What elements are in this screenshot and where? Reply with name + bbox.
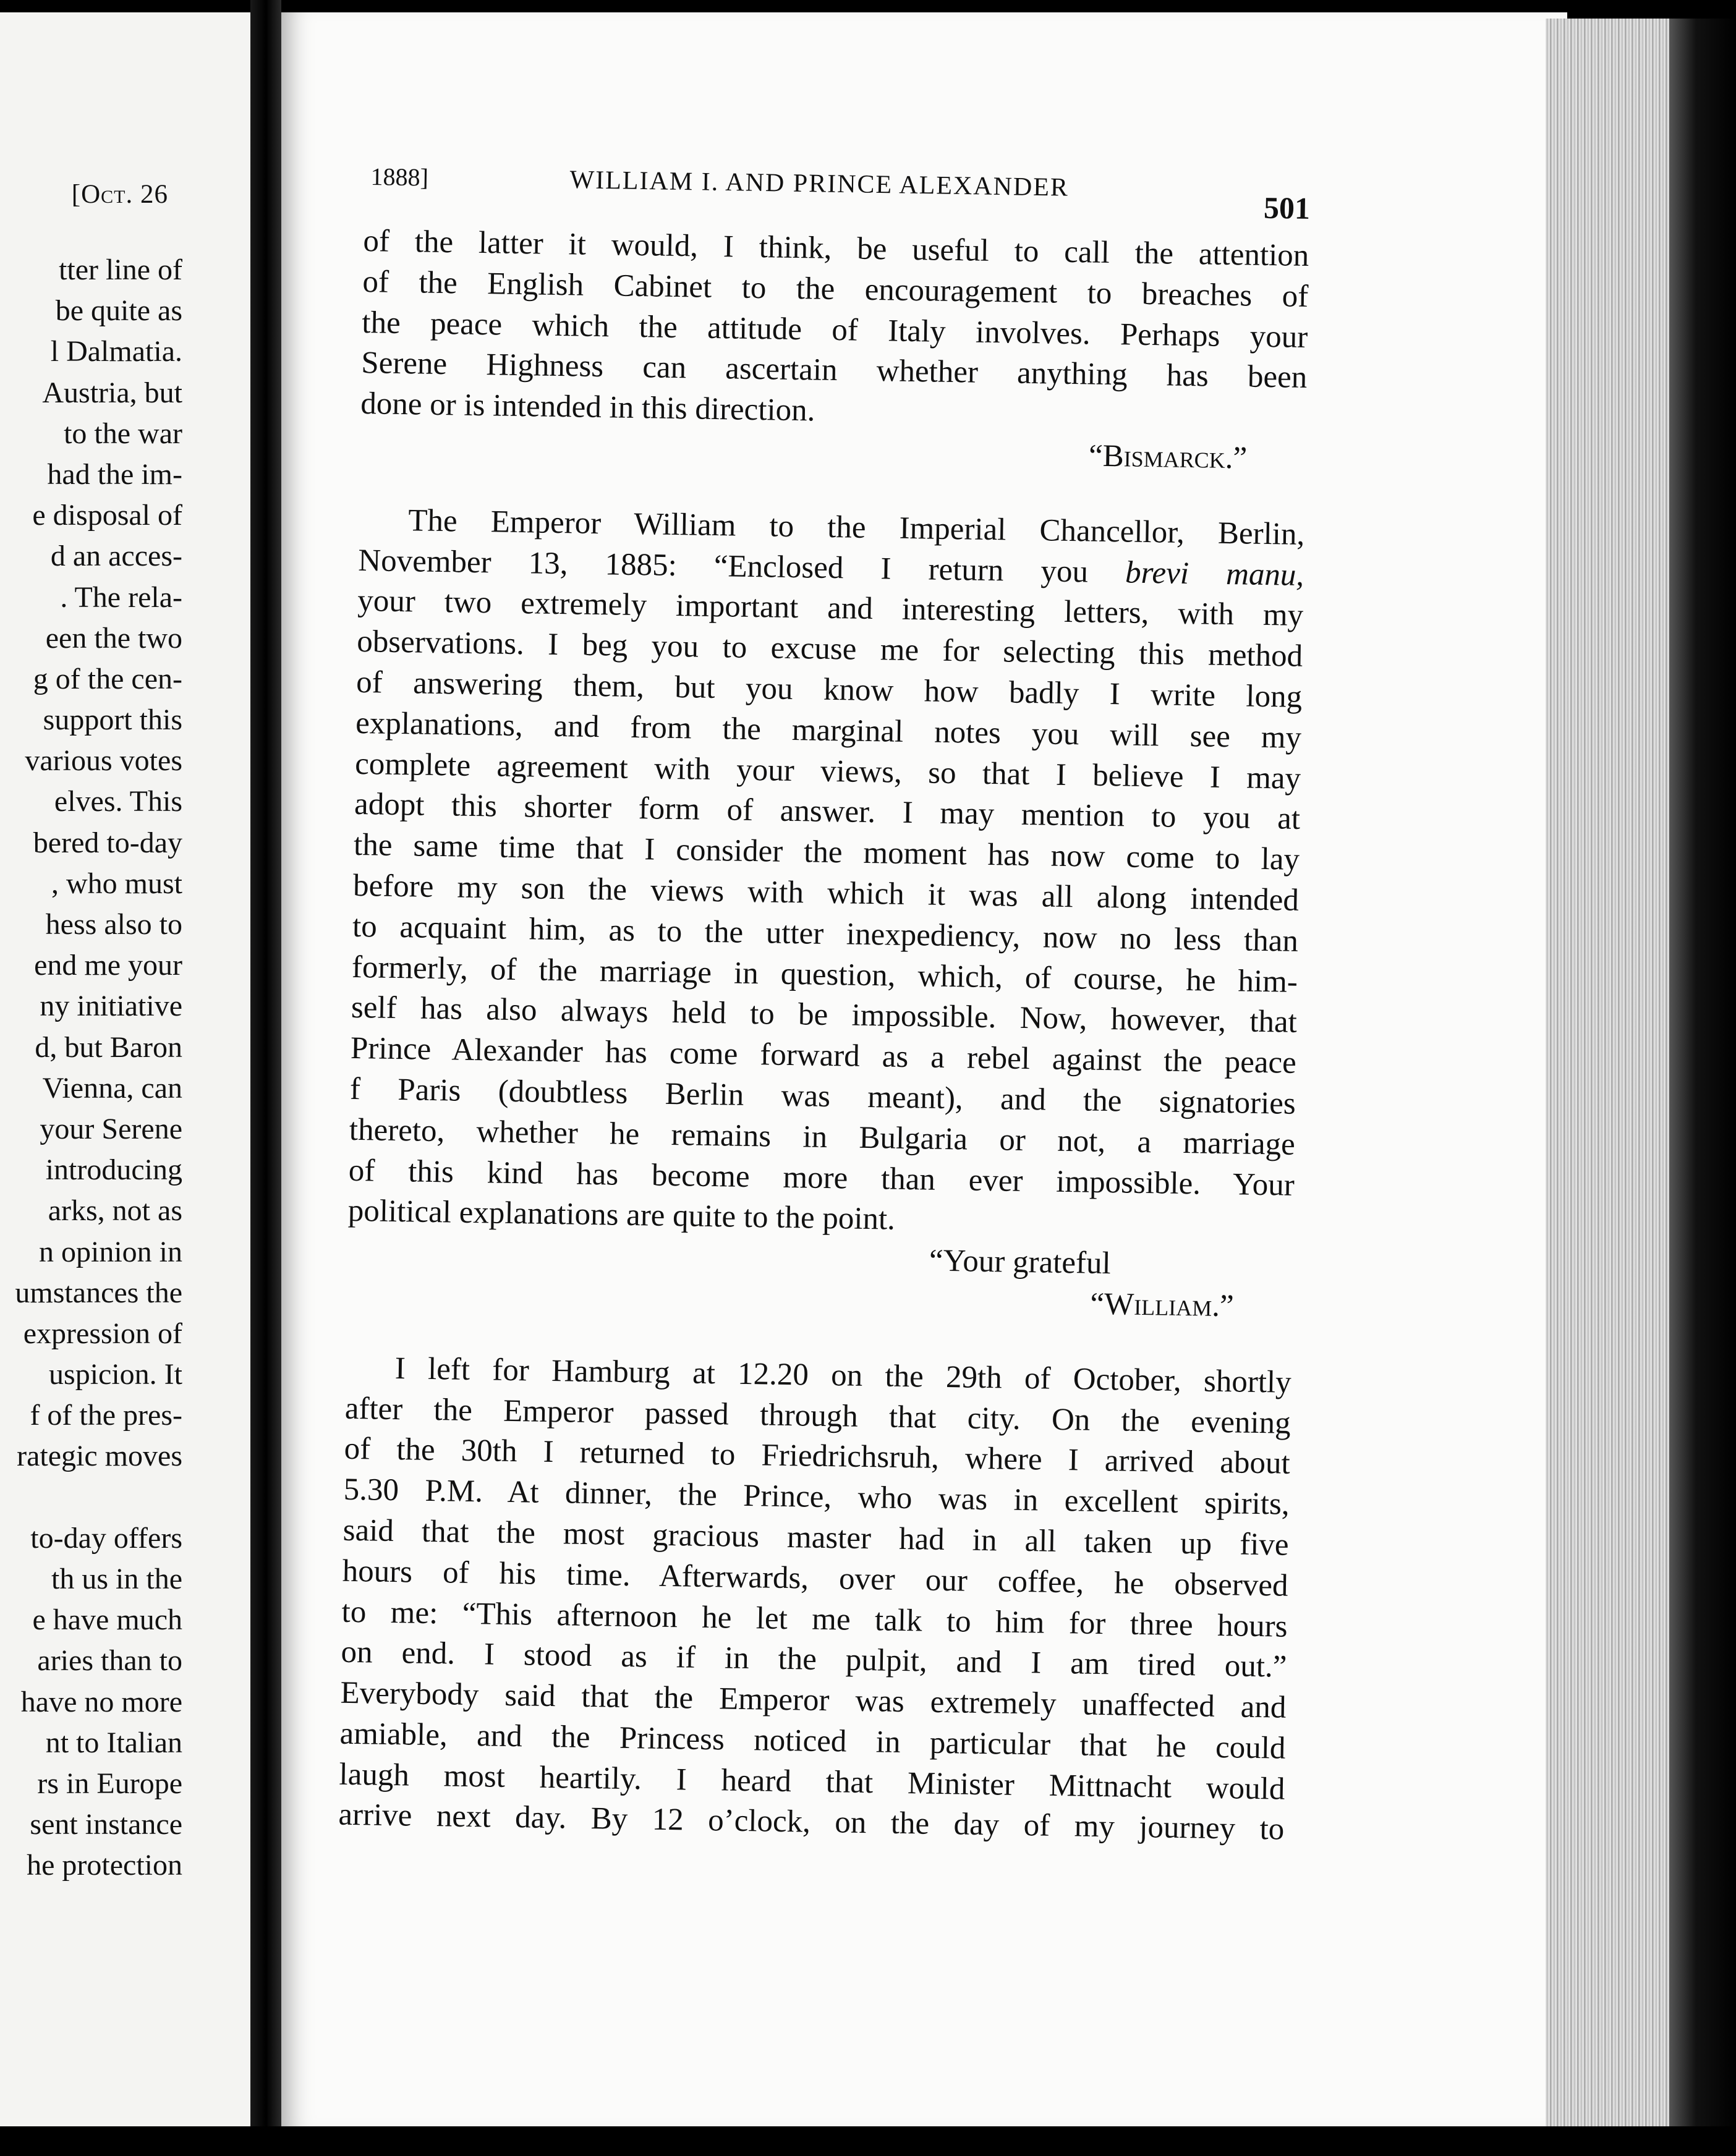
- text-line: Everybody said that the Emperor was extremely unaffected and: [340, 1675, 1287, 1725]
- signature-your-grateful: “Your grateful: [929, 1243, 1112, 1281]
- text-line: arrive next day. By 12 o’clock, on the day of my journey to: [338, 1797, 1285, 1848]
- text-line: self has also always held to be impossible. Now, however, that: [351, 990, 1298, 1040]
- left-text-line: d an acces-: [50, 540, 182, 573]
- left-text-line: d, but Baron: [35, 1030, 182, 1064]
- text-line: the same time that I consider the moment has now come to lay: [353, 828, 1300, 878]
- running-head-title: WILLIAM I. AND PRINCE ALEXANDER: [569, 166, 1070, 202]
- text-line: Prince Alexander has come forward as a rebel against the peace: [350, 1030, 1297, 1081]
- left-text-line: n opinion in: [38, 1235, 182, 1268]
- left-text-line: l Dalmatia.: [50, 335, 182, 368]
- left-text-line: your Serene: [40, 1112, 182, 1145]
- text-line: adopt this shorter form of answer. I may mention to you at: [354, 787, 1301, 837]
- text-line: November 13, 1885: “Enclosed I return you brevi manu,: [357, 543, 1304, 593]
- running-head-year: 1888]: [370, 162, 429, 192]
- left-text-line: support this: [43, 703, 182, 737]
- left-text-line: nt to Italian: [45, 1726, 182, 1759]
- left-text-line: tter line of: [59, 253, 182, 286]
- text-line: I left for Hamburg at 12.20 on the 29th of October, shortly: [394, 1351, 1292, 1400]
- signature-william: “William.”: [1090, 1286, 1235, 1324]
- left-text-line: th us in the: [51, 1563, 182, 1595]
- text-line: explanations, and from the marginal notes you will see my: [355, 705, 1302, 755]
- scan-border-bottom: [0, 2126, 1736, 2156]
- text-line: laugh most heartily. I heard that Minister Mittnacht would: [339, 1757, 1285, 1807]
- left-text-line: uspicion. It: [49, 1358, 182, 1391]
- text-line: 5.30 P.M. At dinner, the Prince, who was in excellent spirits,: [343, 1472, 1290, 1522]
- left-text-line: to-day offers: [30, 1521, 182, 1555]
- italic-text: brevi manu,: [1125, 555, 1304, 593]
- book-gutter: [250, 0, 281, 2156]
- text-line: of this kind has become more than ever impossible. Your: [348, 1153, 1295, 1203]
- text-line: of answering them, but you know how badly I write long: [355, 664, 1303, 715]
- left-text-line: bered to-day: [33, 826, 182, 859]
- left-text-line: be quite as: [55, 294, 182, 328]
- left-text-line: elves. This: [54, 785, 182, 818]
- paragraph-3: [338, 1348, 1291, 1850]
- left-text-line: Austria, but: [42, 376, 182, 409]
- text-line: of the latter it would, I think, be useful to call the attention: [363, 223, 1309, 274]
- text-line: on end. I stood as if in the pulpit, and I am tired out.”: [341, 1635, 1287, 1685]
- left-text-line: have no more: [20, 1685, 182, 1718]
- text-line: amiable, and the Princess noticed in particular that he could: [339, 1716, 1286, 1766]
- left-text-line: end me your: [34, 949, 182, 982]
- text-line: done or is intended in this direction.: [360, 386, 815, 428]
- paragraph-2: [347, 500, 1304, 1247]
- left-text-line: to the war: [64, 417, 182, 450]
- left-page: [0, 12, 253, 2126]
- text-line: to acquaint him, as to the utter inexpediency, now no less than: [352, 909, 1299, 959]
- text-line: thereto, whether he remains in Bulgaria or not, a marriage: [349, 1112, 1296, 1162]
- text-line: Serene Highness can ascertain whether anything has been: [360, 346, 1308, 396]
- text-line: hours of his time. Afterwards, over our coffee, he observed: [342, 1553, 1288, 1603]
- signature-bismarck: “Bismarck.”: [1088, 438, 1248, 476]
- text-line: before my son the views with which it was all along intended: [352, 868, 1300, 918]
- page-number: 501: [1263, 190, 1311, 226]
- text-line: of the English Cabinet to the encouragement to breaches of: [362, 264, 1309, 314]
- left-text-line: e disposal of: [32, 499, 182, 532]
- left-text-line: aries than to: [37, 1644, 182, 1678]
- text-line: after the Emperor passed through that city. On the evening: [344, 1391, 1291, 1441]
- text-line: observations. I beg you to excuse me for selecting this method: [356, 624, 1303, 674]
- left-text-line: g of the cen-: [33, 662, 182, 695]
- left-text-line: arks, not as: [48, 1194, 182, 1228]
- text-line: said that the most gracious master had in all taken up five: [343, 1513, 1289, 1563]
- page-body: [338, 221, 1309, 1851]
- left-text-line: hess also to: [45, 908, 182, 941]
- left-text-line: umstances the: [15, 1276, 182, 1309]
- text-line: f Paris (doubtless Berlin was meant), and the signatories: [349, 1071, 1296, 1121]
- text-line: your two extremely important and interesting letters, with my: [357, 584, 1304, 634]
- left-text-line: [0, 1477, 182, 1518]
- left-text-line: Vienna, can: [42, 1071, 182, 1105]
- left-page-text: [0, 250, 182, 1886]
- text-line: political explanations are quite to the point.: [347, 1194, 896, 1237]
- left-text-line: . The rela-: [60, 580, 182, 614]
- paragraph-1: [360, 221, 1309, 439]
- text-line: the peace which the attitude of Italy involves. Perhaps your: [361, 305, 1308, 355]
- text-line: of the 30th I returned to Friedrichsruh, where I arrived about: [344, 1432, 1291, 1482]
- left-text-line: introducing: [45, 1153, 182, 1187]
- left-text-line: various votes: [25, 744, 182, 778]
- left-text-line: had the im-: [47, 457, 182, 491]
- left-text-line: rs in Europe: [37, 1767, 182, 1800]
- text-line: complete agreement with your views, so that I believe I may: [354, 746, 1301, 796]
- text-line: to me: “This afternoon he let me talk to him for three hours: [341, 1594, 1288, 1644]
- page-edge-shadow: [1669, 19, 1736, 2126]
- left-text-line: , who must: [51, 867, 182, 900]
- text-line: The Emperor William to the Imperial Chancellor, Berlin,: [407, 503, 1305, 552]
- left-text-line: een the two: [45, 621, 182, 655]
- left-text-line: ny initiative: [40, 990, 182, 1023]
- left-text-line: expression of: [23, 1317, 182, 1350]
- left-text-line: rategic moves: [17, 1440, 182, 1473]
- left-text-line: e have much: [32, 1603, 182, 1637]
- text-line: formerly, of the marriage in question, which, of course, he him-: [351, 949, 1298, 999]
- left-text-line: he protection: [27, 1849, 182, 1882]
- left-text-line: sent instance: [30, 1808, 182, 1841]
- left-text-line: f of the pres-: [30, 1399, 182, 1432]
- left-page-header: [Oct. 26: [71, 180, 168, 209]
